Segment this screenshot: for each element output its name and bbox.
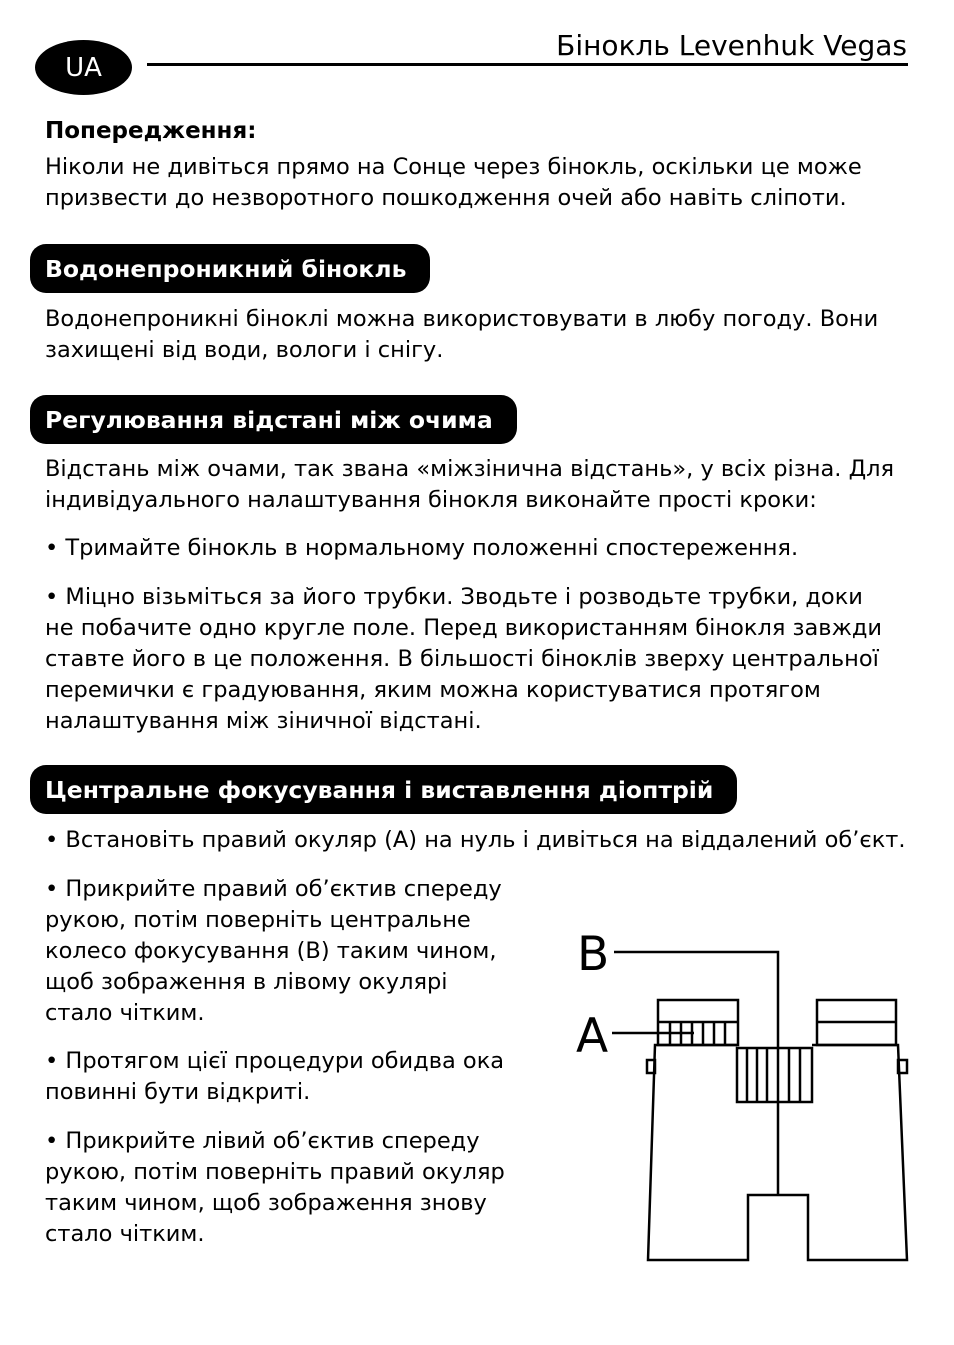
bullet-line: колесо фокусування (В) таким чином, — [45, 938, 497, 964]
page-title: Бінокль Levenhuk Vegas — [556, 29, 907, 62]
bullet-line: стало чітким. — [45, 1221, 205, 1247]
bullet-line: налаштування між зіничної відстані. — [45, 708, 482, 734]
left-side-knob — [647, 1060, 655, 1073]
bullet-line: рукою, потім поверніть правий окуляр — [45, 1159, 505, 1185]
bullet-line: • Прикрийте лівий об’єктив спереду — [45, 1128, 480, 1154]
diagram-label-a: A — [576, 1009, 609, 1064]
bullet-line: стало чітким. — [45, 1000, 205, 1026]
section-title-focusing: Центральне фокусування і виставлення діоптрій — [30, 765, 737, 814]
paragraph-line: Водонепроникні біноклі можна використовувати в любу погоду. Вони — [45, 306, 879, 332]
warning-line: Ніколи не дивіться прямо на Сонце через бінокль, оскільки це може — [45, 154, 862, 180]
right-eyepiece — [817, 1000, 896, 1045]
bullet-line: повинні бути відкриті. — [45, 1079, 311, 1105]
bullet-line: не побачите одно кругле поле. Перед використанням бінокля завжди — [45, 615, 883, 641]
bullet-line: таким чином, щоб зображення знову — [45, 1190, 487, 1216]
paragraph-line: індивідуального налаштування бінокля виконайте прості кроки: — [45, 487, 817, 513]
bullet-line: • Міцно візьміться за його трубки. Зводьте і розводьте трубки, доки — [45, 584, 863, 610]
bullet-item — [45, 1046, 504, 1108]
bullet-line: ставте його в це положення. В більшості біноклів зверху центральної — [45, 646, 879, 672]
diagram-label-b: B — [577, 927, 610, 982]
left-eyepiece — [658, 1000, 738, 1045]
language-badge: UA — [35, 40, 132, 95]
bullet-item — [45, 825, 906, 856]
paragraph-line: Відстань між очами, так звана «міжзінична відстань», у всіх різна. Для — [45, 456, 895, 482]
bullet-line: перемички є градуювання, яким можна користуватися протягом — [45, 677, 821, 703]
warning-line: призвести до незворотного пошкодження очей або навіть сліпоти. — [45, 185, 847, 211]
binoculars-diagram — [560, 920, 920, 1270]
warning-heading: Попередження: — [45, 118, 257, 144]
bullet-line: • Прикрийте правий об’єктив спереду — [45, 876, 502, 902]
bullet-line: • Тримайте бінокль в нормальному положенні спостереження. — [45, 535, 799, 561]
bullet-item — [45, 582, 882, 737]
focus-wheel — [737, 1048, 812, 1102]
bullet-line: • Встановіть правий окуляр (А) на нуль і дивіться на віддалений об’єкт. — [45, 827, 906, 853]
bullet-item — [45, 533, 798, 564]
bullet-line: рукою, потім поверніть центральне — [45, 907, 471, 933]
interpupillary-intro — [45, 454, 894, 516]
waterproof-paragraph — [45, 304, 878, 366]
section-title-waterproof: Водонепроникний бінокль — [30, 244, 430, 293]
section-title-interpupillary: Регулювання відстані між очима — [30, 395, 517, 444]
bullet-line: щоб зображення в лівому окулярі — [45, 969, 448, 995]
bullet-item — [45, 874, 502, 1029]
warning-text — [45, 152, 862, 214]
bullet-item — [45, 1126, 505, 1250]
paragraph-line: захищені від води, вологи і снігу. — [45, 337, 444, 363]
bullet-line: • Протягом цієї процедури обидва ока — [45, 1048, 505, 1074]
